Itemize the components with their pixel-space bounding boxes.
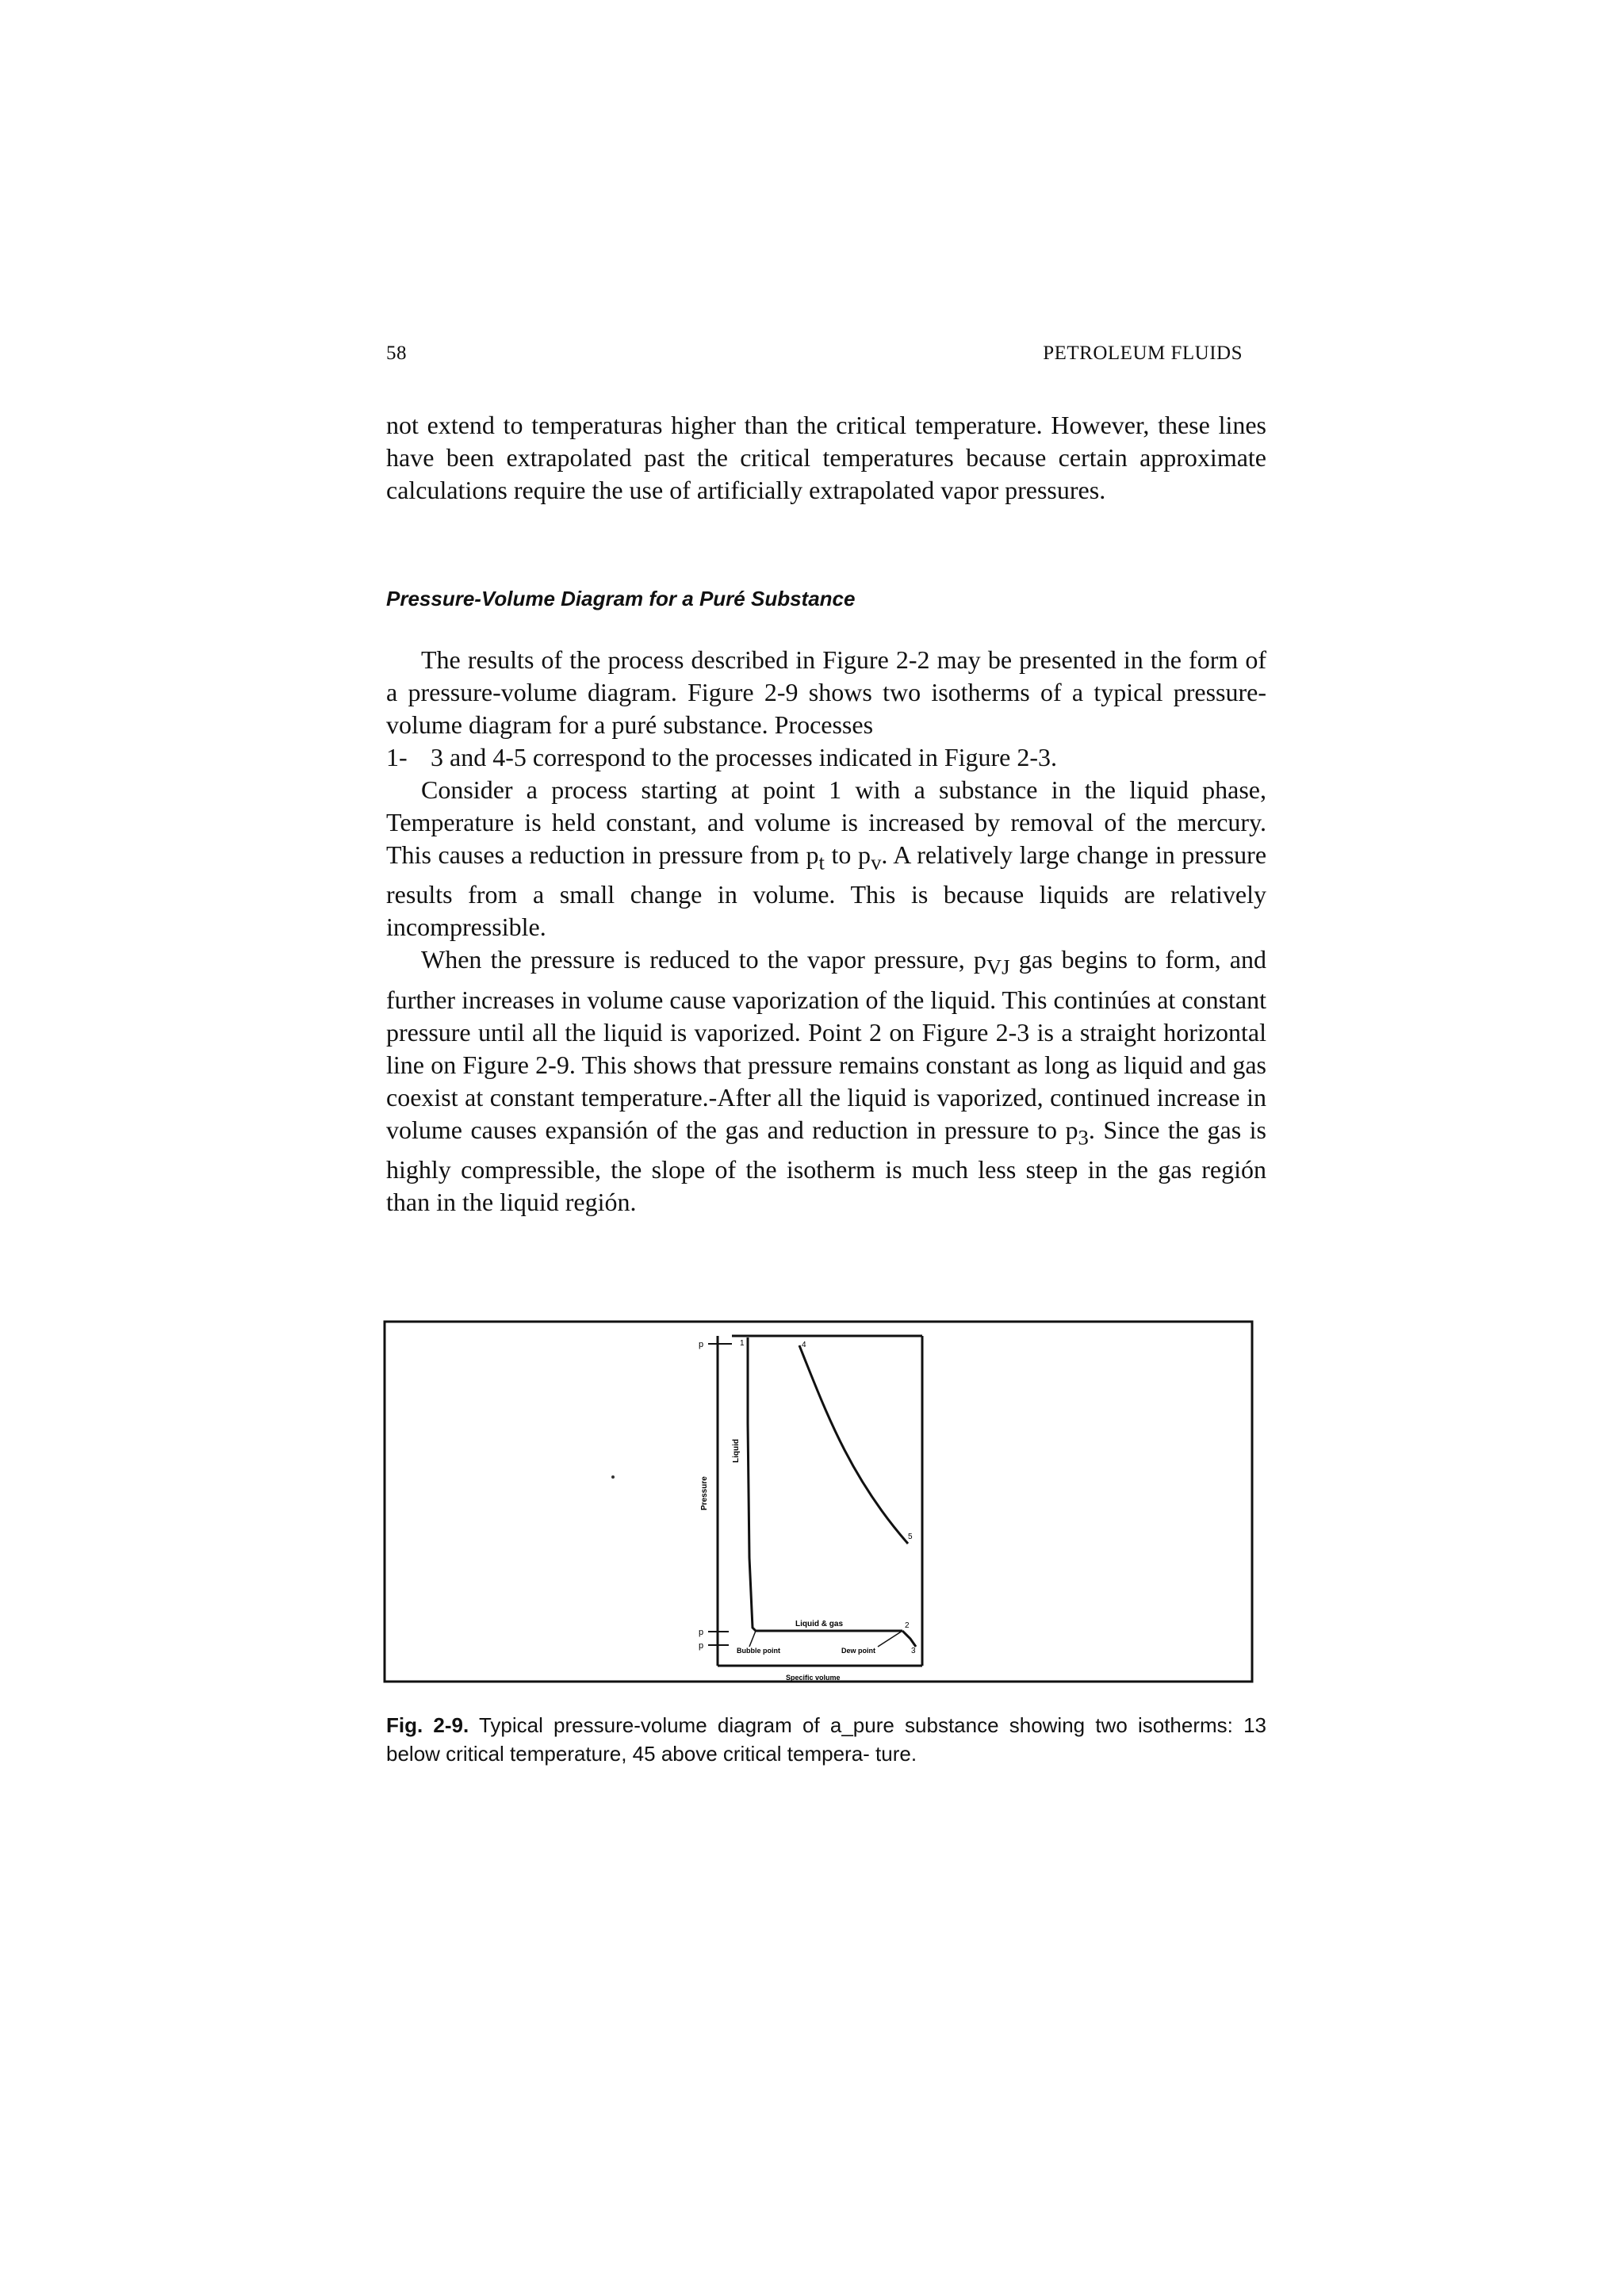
isotherm-liquid-branch	[748, 1337, 756, 1631]
stray-dot	[611, 1475, 615, 1479]
figure-caption-label: Fig. 2-9.	[386, 1713, 469, 1737]
label-point-3: 3	[911, 1647, 916, 1655]
subscript-t: t	[818, 850, 825, 874]
paragraph-3-text-b: gas begins to form, and further increases in volume cause vaporization of the liquid. This continúes at constant pressure until all the liquid is vaporized. Point 2 on Figure 2-3 is a straight horizontal line on Figure 2-9. This shows that pressure remains constant as long as liquid and gas coexist at constant temperature.-After all the liquid is vaporized, continued increase in volume causes expansión of the gas and reduction in pressure to p	[386, 945, 1267, 1144]
bubble-point-leader	[749, 1631, 756, 1647]
label-point-1: 1	[740, 1339, 745, 1348]
liquid-region-label: Liquid	[732, 1439, 741, 1463]
paragraph-2-text-b: to p	[824, 840, 871, 869]
enum-number: 1-	[386, 743, 408, 771]
page-number: 58	[386, 342, 407, 364]
subscript-3: 3	[1078, 1125, 1089, 1150]
isotherm-gas-branch	[902, 1631, 916, 1647]
label-pv: p	[699, 1628, 704, 1637]
paragraph-3-text-a: When the pressure is reduced to the vapor pressure, p	[421, 945, 986, 974]
pv-diagram	[383, 1320, 1255, 1685]
paragraph-1	[386, 644, 1266, 741]
label-p3: p	[699, 1641, 704, 1651]
paragraph-3	[386, 943, 1266, 1219]
x-axis-label: Specific volume	[786, 1674, 841, 1682]
running-title: PETROLEUM FLUIDS	[1043, 342, 1243, 364]
paragraph-2-text-c: . A relatively large change in pressure results from a small change in volume. This is because liquids are relatively incompressible.	[386, 840, 1267, 942]
label-point-5: 5	[908, 1533, 913, 1541]
label-p1: p	[699, 1340, 704, 1349]
two-phase-label: Liquid & gas	[795, 1620, 843, 1628]
section-heading: Pressure-Volume Diagram for a Puré Substance	[386, 587, 856, 610]
paragraph-2-text-a: Consider a process starting at point 1 with a substance in the liquid phase, Temperature is held constant, and volume is increased by removal of the mercury. This causes a reduction in pressure from p	[386, 775, 1266, 869]
intro-paragraph-block	[386, 409, 1266, 507]
body-text	[386, 644, 1266, 1219]
bubble-point-label: Bubble point	[737, 1647, 780, 1655]
figure-caption	[386, 1711, 1266, 1768]
enum-line	[386, 741, 1266, 774]
label-point-2: 2	[905, 1621, 910, 1630]
paragraph-3-text-c: . Since the gas is highly compressible, the slope of the isotherm is much less steep in the gas región than in the liquid región.	[386, 1115, 1267, 1217]
subscript-vj: VJ	[986, 955, 1010, 979]
intro-paragraph: not extend to temperaturas higher than the critical temperature. However, these lines have been extrapolated past the critical temperatures because certain approximate calculations require the use of artificially extrapolated vapor pressures.	[386, 411, 1266, 504]
paragraph-2	[386, 774, 1266, 943]
figure-caption-text: Typical pressure-volume diagram of a_pure substance showing two isotherms: 13 below critical temperature, 45 above critical tempera- ture.	[386, 1713, 1266, 1766]
dew-point-leader	[878, 1631, 902, 1647]
label-point-4: 4	[802, 1341, 806, 1349]
paragraph-1-enumeration	[386, 741, 1266, 774]
isotherm-4-5	[799, 1345, 908, 1544]
dew-point-label: Dew point	[841, 1647, 875, 1655]
subscript-v: v	[871, 850, 882, 874]
y-axis-label: Pressure	[700, 1476, 709, 1510]
enum-text: 3 and 4-5 correspond to the processes indicated in Figure 2-3.	[431, 743, 1058, 771]
figure-2-9	[383, 1320, 1255, 1685]
paragraph-1-text: The results of the process described in Figure 2-2 may be presented in the form of a pressure-volume diagram. Figure 2-9 shows two isotherms of a typical pressure-volume diagram for a puré substance. Processes	[386, 645, 1266, 739]
